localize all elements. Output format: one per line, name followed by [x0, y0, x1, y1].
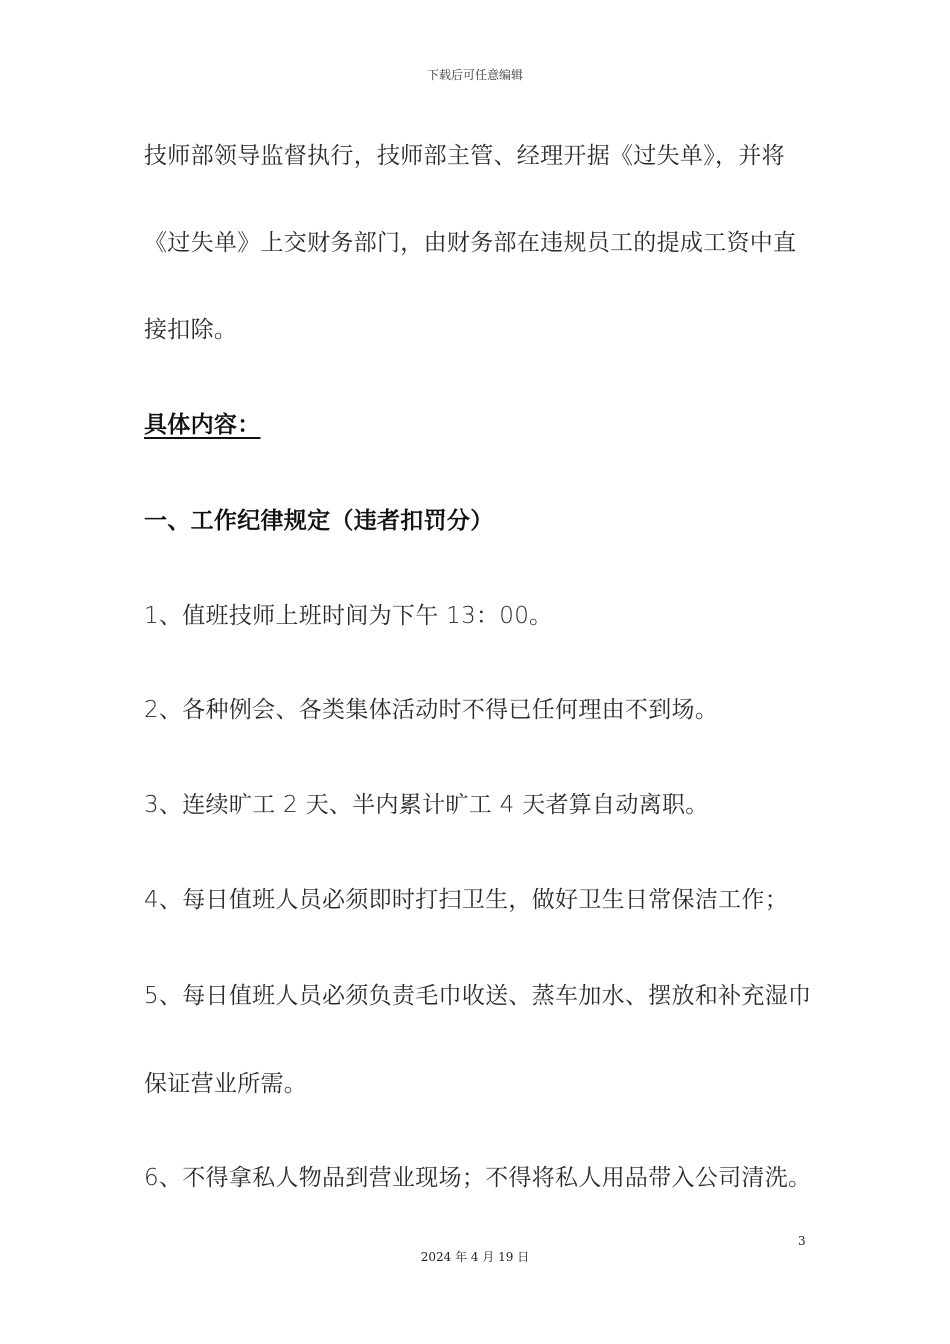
rule-line-2: 2、各种例会、各类集体活动时不得已任何理由不到场。 — [144, 697, 719, 723]
subheading: 具体内容： — [144, 412, 261, 438]
intro-line-3: 接扣除。 — [144, 317, 238, 343]
rule-line-5: 5、每日值班人员必须负责毛巾收送、蒸车加水、摆放和补充湿巾 — [144, 983, 812, 1009]
rule-line-1: 1、值班技师上班时间为下午 13：00。 — [144, 603, 553, 629]
page-header-note: 下载后可任意编辑 — [426, 68, 523, 82]
rule-line-6: 6、不得拿私人物品到营业现场；不得将私人用品带入公司清洗。 — [144, 1165, 812, 1191]
section-title: 一、工作纪律规定（违者扣罚分） — [144, 508, 494, 534]
page-number: 3 — [798, 1234, 806, 1248]
intro-line-2: 《过失单》上交财务部门，由财务部在违规员工的提成工资中直 — [144, 230, 797, 256]
rule-line-4: 4、每日值班人员必须即时打扫卫生，做好卫生日常保洁工作； — [144, 887, 789, 913]
rule-line-5-continued: 保证营业所需。 — [144, 1071, 308, 1097]
intro-line-1: 技师部领导监督执行，技师部主管、经理开据《过失单》，并将 — [144, 143, 785, 169]
rule-line-3: 3、连续旷工 2 天、半内累计旷工 4 天者算自动离职。 — [144, 792, 709, 818]
footer-date: 2024 年 4 月 19 日 — [420, 1250, 530, 1264]
